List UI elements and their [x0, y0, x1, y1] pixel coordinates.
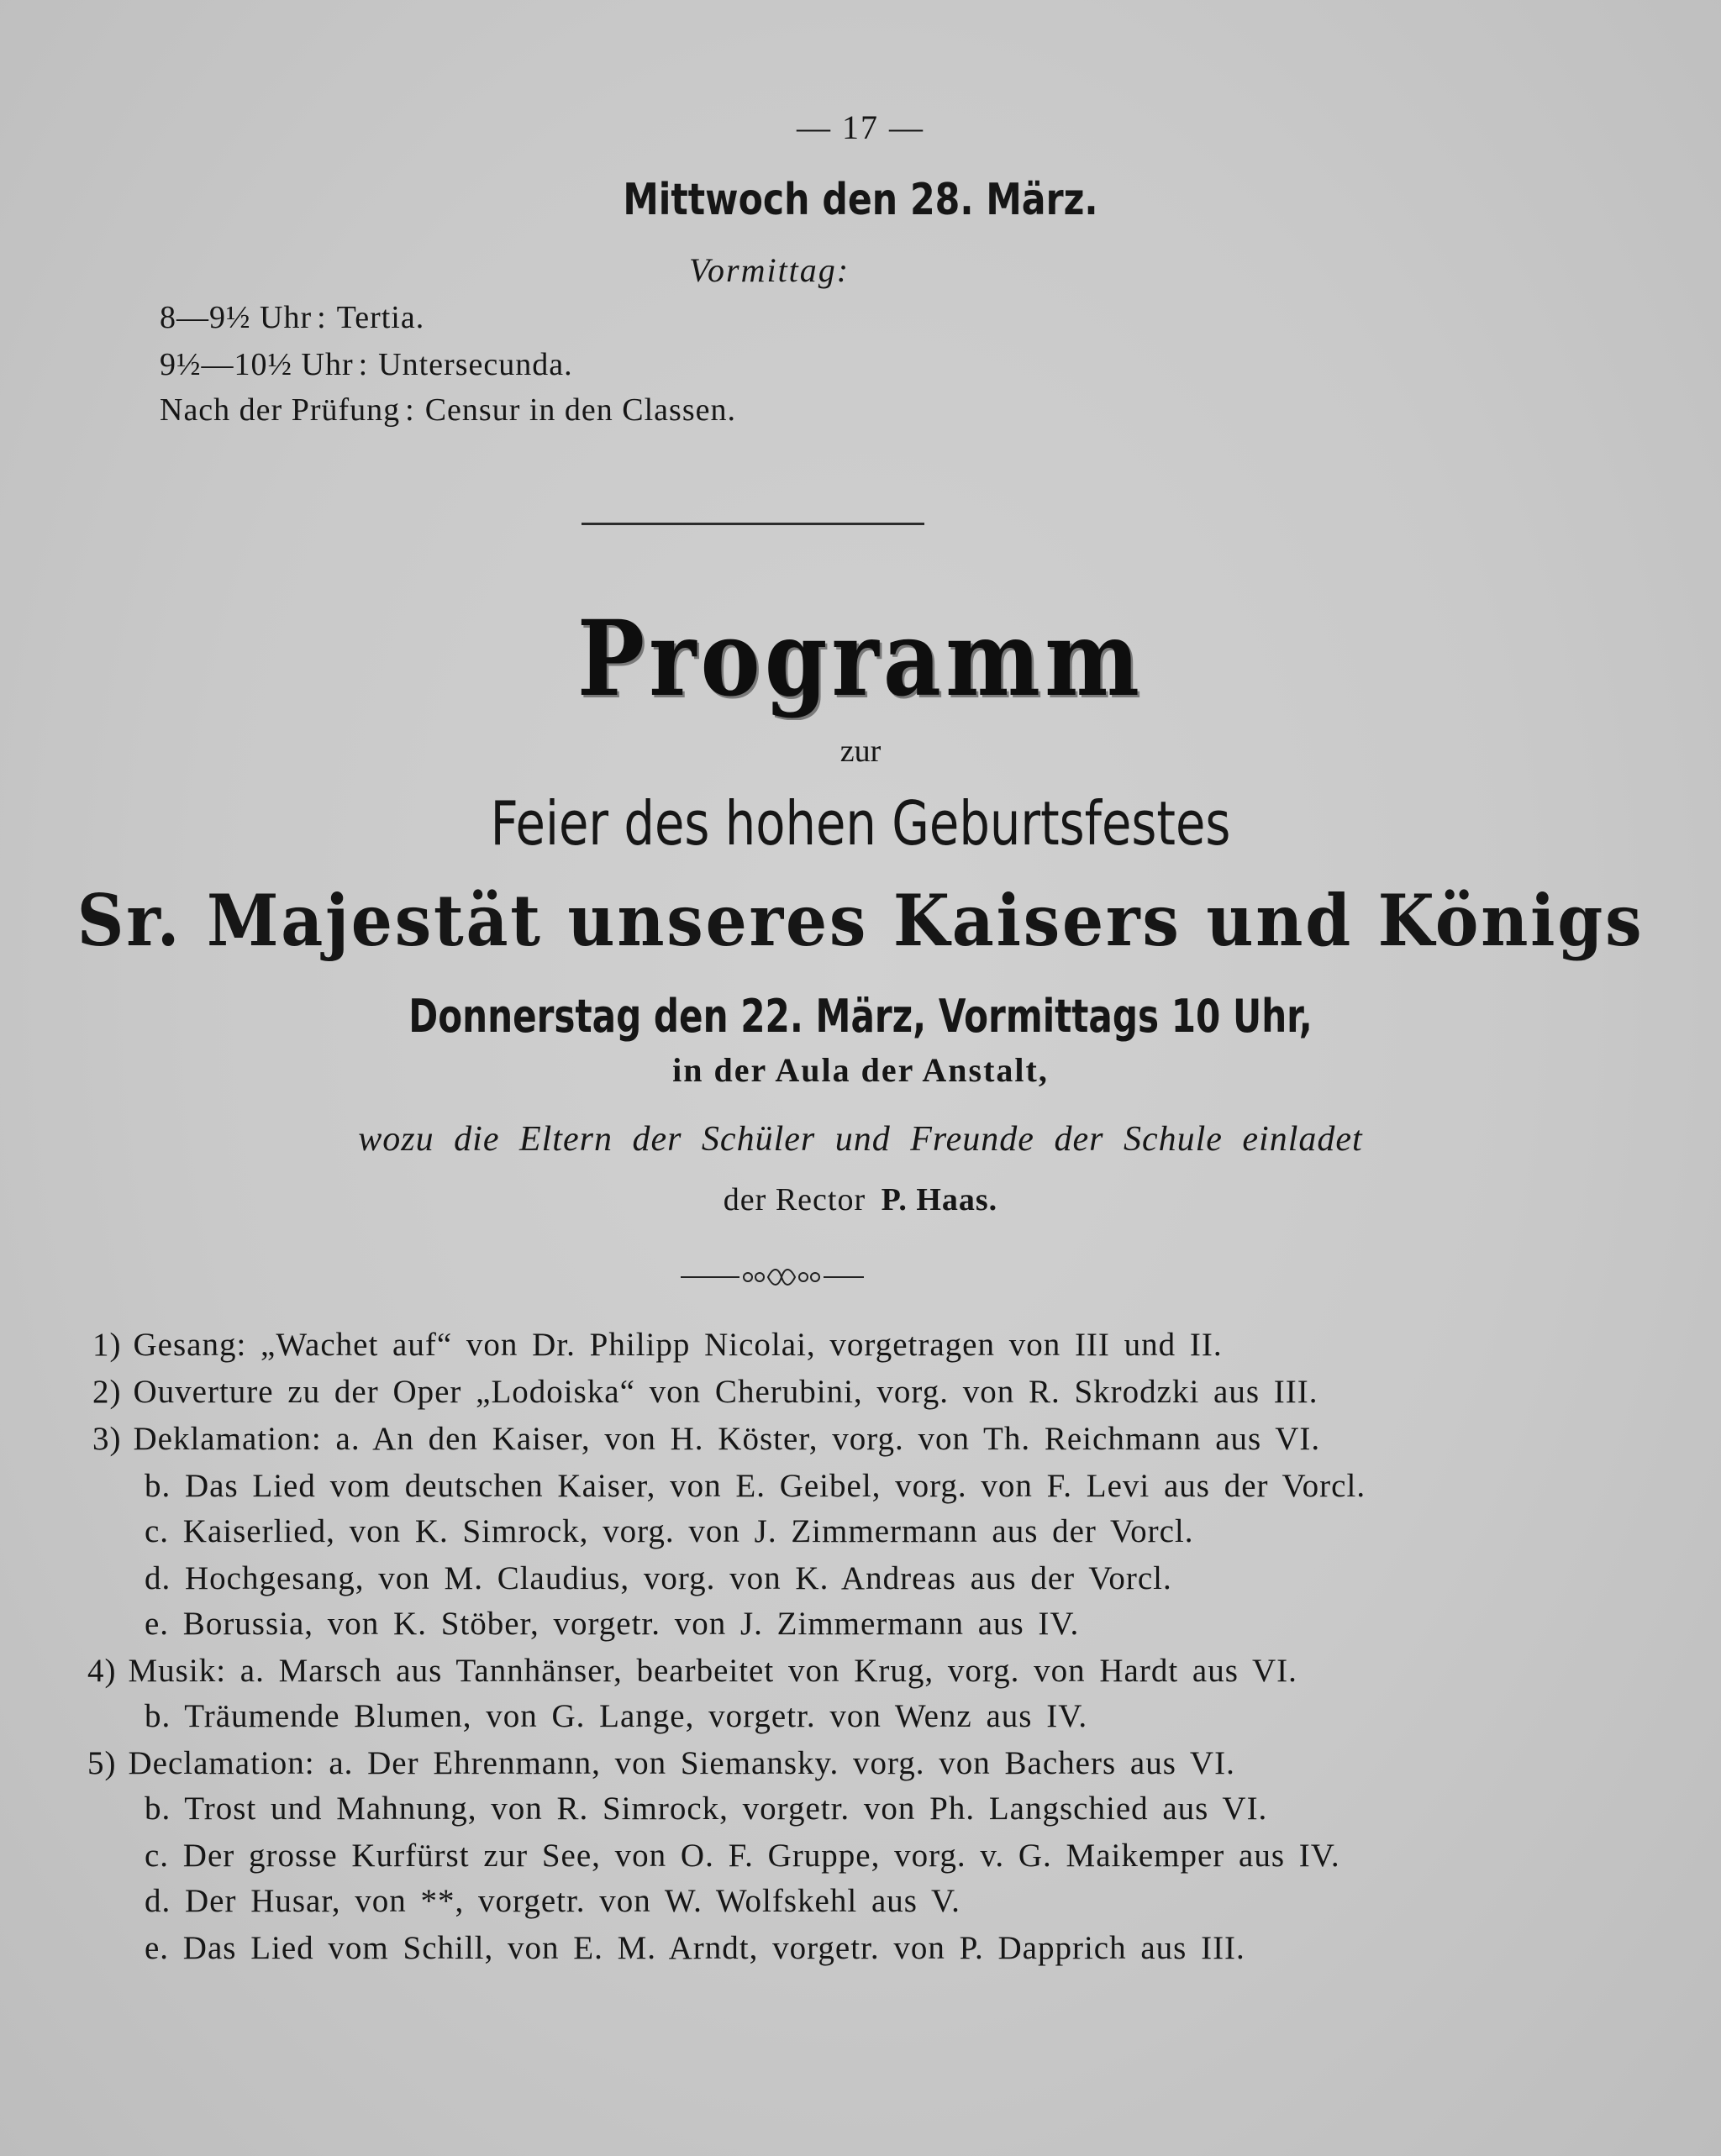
- program-title: Programm: [576, 598, 1145, 720]
- majesty-line: Sr. Majestät unseres Kaisers und Königs: [76, 879, 1645, 962]
- schedule-time: Nach der Prüfung: [160, 392, 401, 428]
- day-subheading: Vormittag:: [689, 251, 850, 289]
- section-divider: [582, 523, 924, 525]
- program-item-text: Gesang: „Wachet auf“ von Dr. Philipp Nicolai, vorgetragen von III und II.: [133, 1327, 1223, 1363]
- program-item-text: c. Der grosse Kurfürst zur See, von O. F. Gruppe, vorg. v. G. Maikemper aus IV.: [145, 1838, 1340, 1874]
- schedule-row: [160, 299, 424, 336]
- program-item-number: 1): [92, 1327, 122, 1363]
- date-line: Donnerstag den 22. März, Vormittags 10 Uhr,: [408, 990, 1313, 1043]
- program-item: [145, 1512, 1193, 1550]
- program-item-number: 3): [92, 1421, 122, 1457]
- program-item-text: b. Trost und Mahnung, von R. Simrock, vorgetr. von Ph. Langschied aus VI.: [145, 1791, 1268, 1827]
- program-item-number: 4): [87, 1653, 117, 1689]
- program-item-number: 5): [87, 1745, 117, 1781]
- venue-line: in der Aula der Anstalt,: [672, 1051, 1049, 1089]
- program-item: [92, 1373, 1318, 1411]
- rector-line: [0, 1181, 1721, 1218]
- program-zur: zur: [839, 734, 882, 769]
- program-item-number: 2): [92, 1374, 122, 1410]
- program-item: [92, 1326, 1223, 1364]
- celebration-line: Feier des hohen Geburtsfestes: [490, 788, 1231, 859]
- schedule-activity: Untersecunda.: [378, 347, 573, 382]
- program-item-text: d. Hochgesang, von M. Claudius, vorg. von K. Andreas aus der Vorcl.: [145, 1560, 1172, 1596]
- program-item-text: Ouverture zu der Oper „Lodoiska“ von Cherubini, vorg. von R. Skrodzki aus III.: [133, 1374, 1318, 1410]
- invitation-line: wozu die Eltern der Schüler und Freunde der Schule einladet: [358, 1120, 1363, 1159]
- schedule-separator: :: [405, 392, 415, 428]
- program-item: [145, 1605, 1079, 1643]
- program-item-text: Musik: a. Marsch aus Tannhänser, bearbeitet von Krug, vorg. von Hardt aus VI.: [128, 1653, 1297, 1689]
- page-number: — 17 —: [797, 108, 924, 146]
- program-item-text: d. Der Husar, von **, vorgetr. von W. Wolfskehl aus V.: [145, 1883, 960, 1919]
- schedule-activity: Tertia.: [336, 300, 425, 335]
- program-item: [145, 1790, 1267, 1827]
- program-item-text: c. Kaiserlied, von K. Simrock, vorg. von J. Zimmermann aus der Vorcl.: [145, 1513, 1194, 1549]
- schedule-row: [160, 346, 573, 383]
- schedule-activity: Censur in den Classen.: [424, 392, 736, 428]
- program-item-text: Deklamation: a. An den Kaiser, von H. Köster, vorg. von Th. Reichmann aus VI.: [133, 1421, 1321, 1457]
- program-item: [87, 1744, 1235, 1782]
- program-item-text: b. Das Lied vom deutschen Kaiser, von E. Geibel, vorg. von F. Levi aus der Vorcl.: [145, 1468, 1366, 1504]
- program-item: [145, 1559, 1172, 1597]
- program-item-text: Declamation: a. Der Ehrenmann, von Siemansky. vorg. von Bachers aus VI.: [128, 1745, 1235, 1781]
- program-item-text: e. Das Lied vom Schill, von E. M. Arndt, vorgetr. von P. Dapprich aus III.: [145, 1930, 1245, 1966]
- ornament-divider-icon: [681, 1262, 866, 1292]
- program-item: [92, 1420, 1320, 1458]
- program-item: [145, 1929, 1245, 1967]
- schedule-time: 8—9½ Uhr: [160, 300, 313, 335]
- schedule-row: [160, 392, 736, 429]
- program-item-text: e. Borussia, von K. Stöber, vorgetr. von J. Zimmermann aus IV.: [145, 1606, 1080, 1642]
- program-item: [145, 1837, 1340, 1875]
- program-item: [145, 1882, 960, 1920]
- schedule-time: 9½—10½ Uhr: [160, 347, 354, 382]
- rector-prefix: der Rector: [723, 1182, 866, 1217]
- program-item: [145, 1467, 1366, 1505]
- program-item-text: b. Träumende Blumen, von G. Lange, vorgetr. von Wenz aus IV.: [145, 1698, 1088, 1734]
- day-heading: Mittwoch den 28. März.: [623, 175, 1098, 225]
- program-item: [87, 1652, 1297, 1690]
- rector-name: P. Haas.: [881, 1182, 998, 1217]
- program-item: [145, 1697, 1087, 1735]
- schedule-separator: :: [358, 347, 369, 382]
- schedule-separator: :: [317, 300, 327, 335]
